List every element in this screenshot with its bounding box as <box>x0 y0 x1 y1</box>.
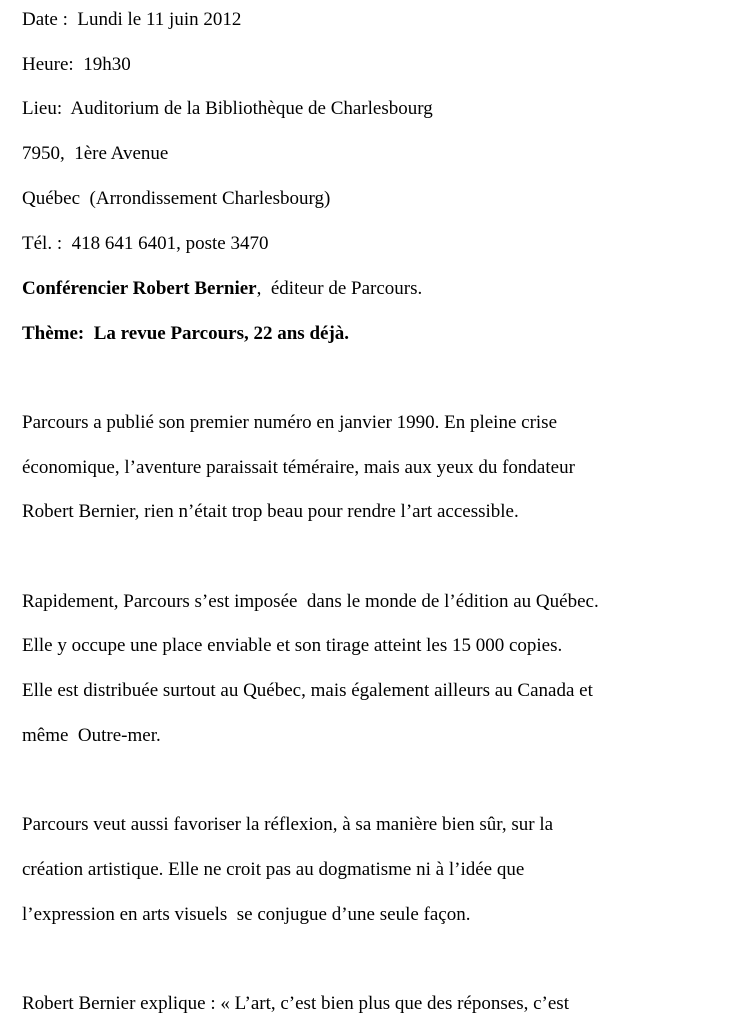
paragraph-1-line-2: économique, l’aventure paraissait téméraire, mais aux yeux du fondateur <box>22 457 575 478</box>
event-theme: Thème: La revue Parcours, 22 ans déjà. <box>22 323 350 344</box>
paragraph-2-line-4: même Outre-mer. <box>22 725 161 746</box>
speaker-name: Conférencier Robert Bernier <box>22 278 257 299</box>
event-place: Lieu: Auditorium de la Bibliothèque de Charlesbourg <box>22 98 433 119</box>
paragraph-3-line-3: l’expression en arts visuels se conjugue d’une seule façon. <box>22 904 471 925</box>
paragraph-2-line-1: Rapidement, Parcours s’est imposée dans le monde de l’édition au Québec. <box>22 591 599 612</box>
event-speaker <box>22 277 422 301</box>
event-address: 7950, 1ère Avenue <box>22 143 169 164</box>
event-date: Date : Lundi le 11 juin 2012 <box>22 9 242 30</box>
paragraph-3-line-2: création artistique. Elle ne croit pas au dogmatisme ni à l’idée que <box>22 859 525 880</box>
event-city: Québec (Arrondissement Charlesbourg) <box>22 188 331 209</box>
paragraph-2-line-3: Elle est distribuée surtout au Québec, mais également ailleurs au Canada et <box>22 680 593 701</box>
paragraph-1-line-3: Robert Bernier, rien n’était trop beau pour rendre l’art accessible. <box>22 501 519 522</box>
event-time: Heure: 19h30 <box>22 54 131 75</box>
speaker-role: , éditeur de Parcours. <box>256 278 423 299</box>
paragraph-3-line-1: Parcours veut aussi favoriser la réflexion, à sa manière bien sûr, sur la <box>22 814 554 835</box>
paragraph-2-line-2: Elle y occupe une place enviable et son tirage atteint les 15 000 copies. <box>22 635 563 656</box>
paragraph-4-line-1: Robert Bernier explique : « L’art, c’est bien plus que des réponses, c’est <box>22 993 569 1014</box>
paragraph-1-line-1: Parcours a publié son premier numéro en janvier 1990. En pleine crise <box>22 412 557 433</box>
event-phone: Tél. : 418 641 6401, poste 3470 <box>22 233 269 254</box>
